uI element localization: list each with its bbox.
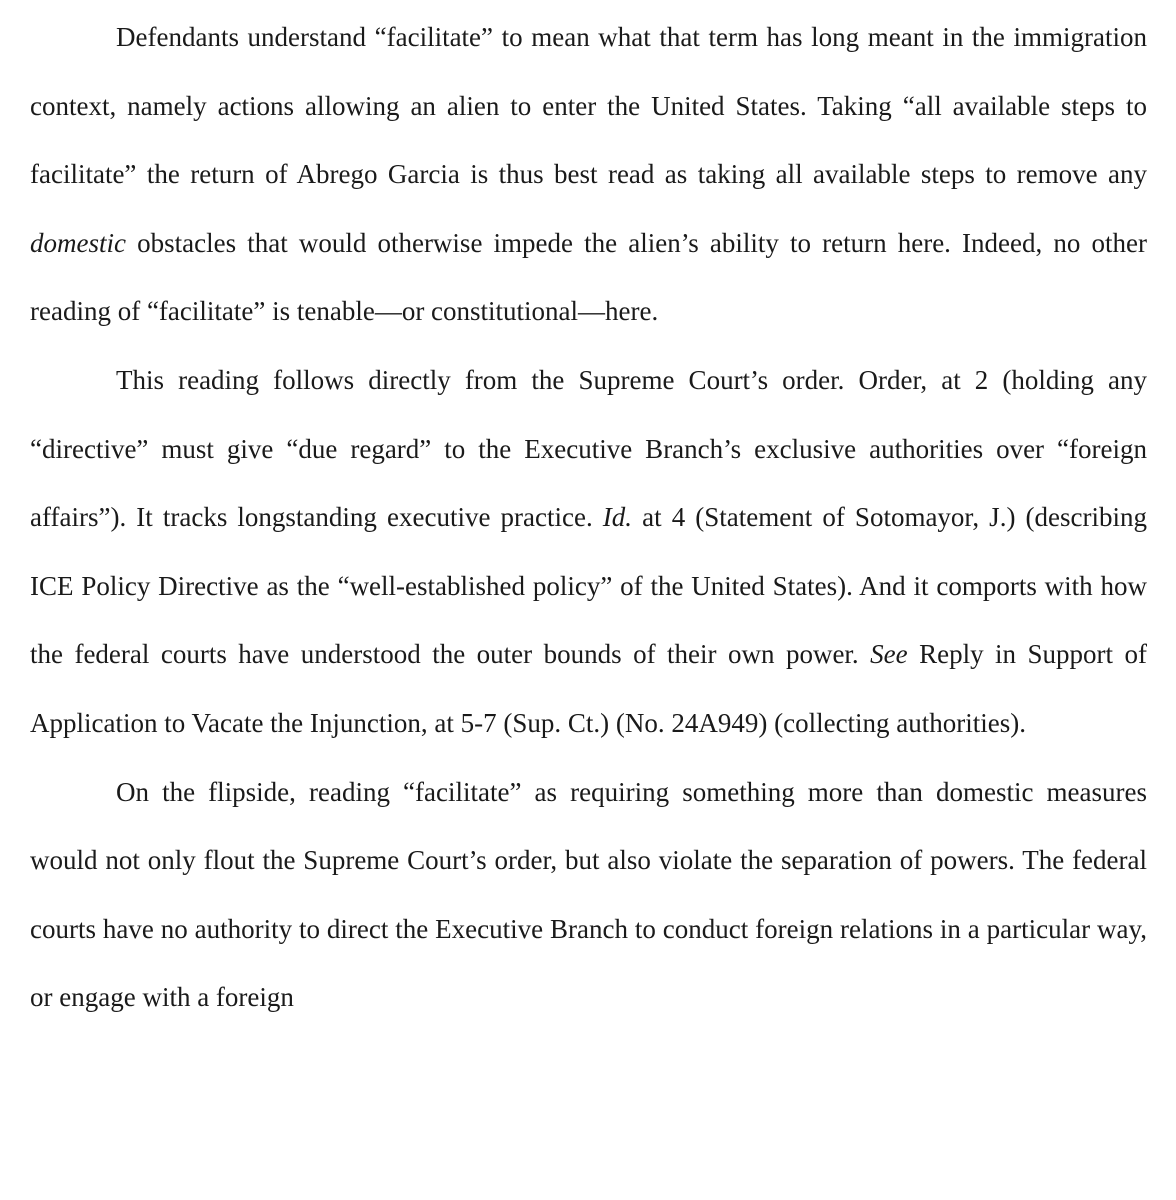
- p1-text-1: Defendants understand “facilitate” to mean what that term has long meant in the immigration context, namely actions allowing an alien to enter the United States. Taking “all available steps to facilitate” the return of Abrego Garcia is thus best read as taking all available steps to remove any: [30, 22, 1147, 190]
- p1-italic-domestic: domestic: [30, 227, 126, 258]
- p1-text-2: obstacles that would otherwise impede the alien’s ability to return here. Indeed, no other reading of “facilitate” is tenable—or constitutional—here.: [30, 227, 1147, 327]
- paragraph-2: [30, 346, 1147, 758]
- paragraph-3: [30, 758, 1147, 1032]
- p2-text-2: at 4 (Statement of Sotomayor, J.) (describing ICE Policy Directive as the “well-established policy” of the United States). And it comports with how the federal courts have understood the outer bounds of their own power.: [30, 502, 1147, 670]
- p2-italic-see: See: [870, 639, 908, 670]
- p2-text-1: This reading follows directly from the Supreme Court’s order. Order, at 2 (holding any “directive” must give “due regard” to the Executive Branch’s exclusive authorities over “foreign affairs”). It tracks longstanding executive practice.: [30, 364, 1147, 533]
- p2-text-3: Reply in Support of Application to Vacate the Injunction, at 5-7 (Sup. Ct.) (No. 24A949) (collecting authorities).: [30, 639, 1147, 738]
- p2-italic-id: Id.: [602, 502, 633, 533]
- p3-text-1: On the flipside, reading “facilitate” as requiring something more than domestic measures would not only flout the Supreme Court’s order, but also violate the separation of powers. The federal courts have no authority to direct the Executive Branch to conduct foreign relations in a particular way, or engage with a foreign: [30, 776, 1147, 1013]
- paragraph-1: [30, 0, 1147, 346]
- document-page: [30, 0, 1147, 1032]
